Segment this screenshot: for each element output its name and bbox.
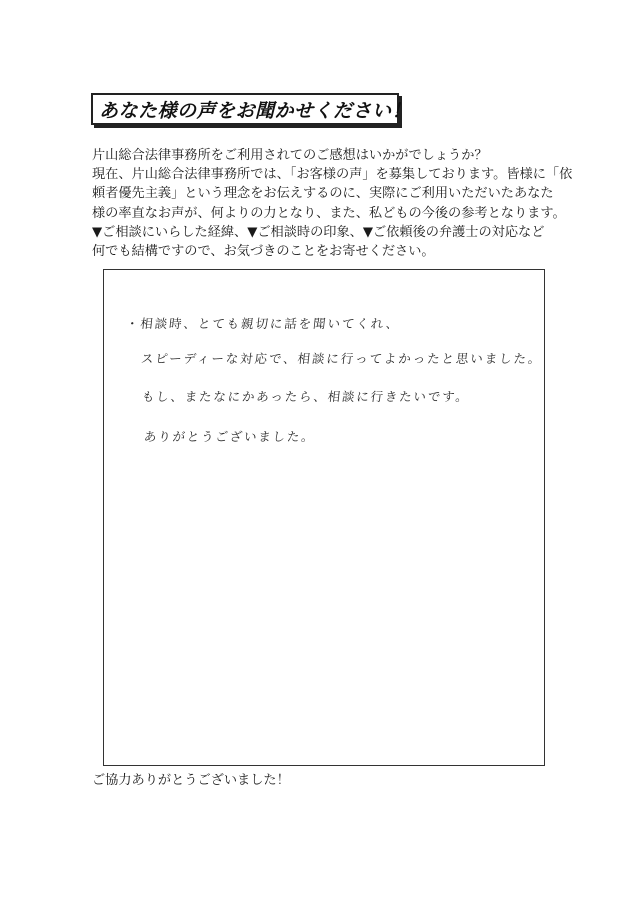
intro-line: 頼者優先主義」という理念をお伝えするのに、実際にご利用いただいたあなた (92, 186, 554, 202)
handwritten-line: もし、またなにかあったら、相談に行きたいです。 (141, 389, 471, 404)
intro-line: ▼ご相談にいらした経緯、▼ご相談時の印象、▼ご依頼後の弁護士の対応など (92, 224, 545, 240)
handwritten-line: ・相談時、とても親切に話を聞いてくれ、 (125, 316, 402, 331)
intro-text-block (92, 146, 573, 261)
handwritten-line: ありがとうございました。 (143, 429, 317, 444)
intro-line: 何でも結構ですので、お気づきのことをお寄せください。 (92, 244, 435, 260)
closing-message: ご協力ありがとうございました！ (92, 773, 290, 788)
page-title: あなた様の声をお聞かせください！ (99, 99, 412, 122)
intro-line: 現在、片山総合法律事務所では、「お客様の声」を募集しております。皆様に「依 (92, 167, 573, 183)
handwritten-comment-box (103, 269, 545, 766)
intro-line: 片山総合法律事務所をご利用されてのご感想はいかがでしょうか？ (92, 148, 488, 163)
handwritten-line: スピーディーな対応で、相談に行ってよかったと思いました。 (140, 351, 544, 366)
intro-line: 様の率直なお声が、何よりの力となり、また、私どもの今後の参考となります。 (92, 205, 566, 221)
title-box (91, 93, 412, 125)
